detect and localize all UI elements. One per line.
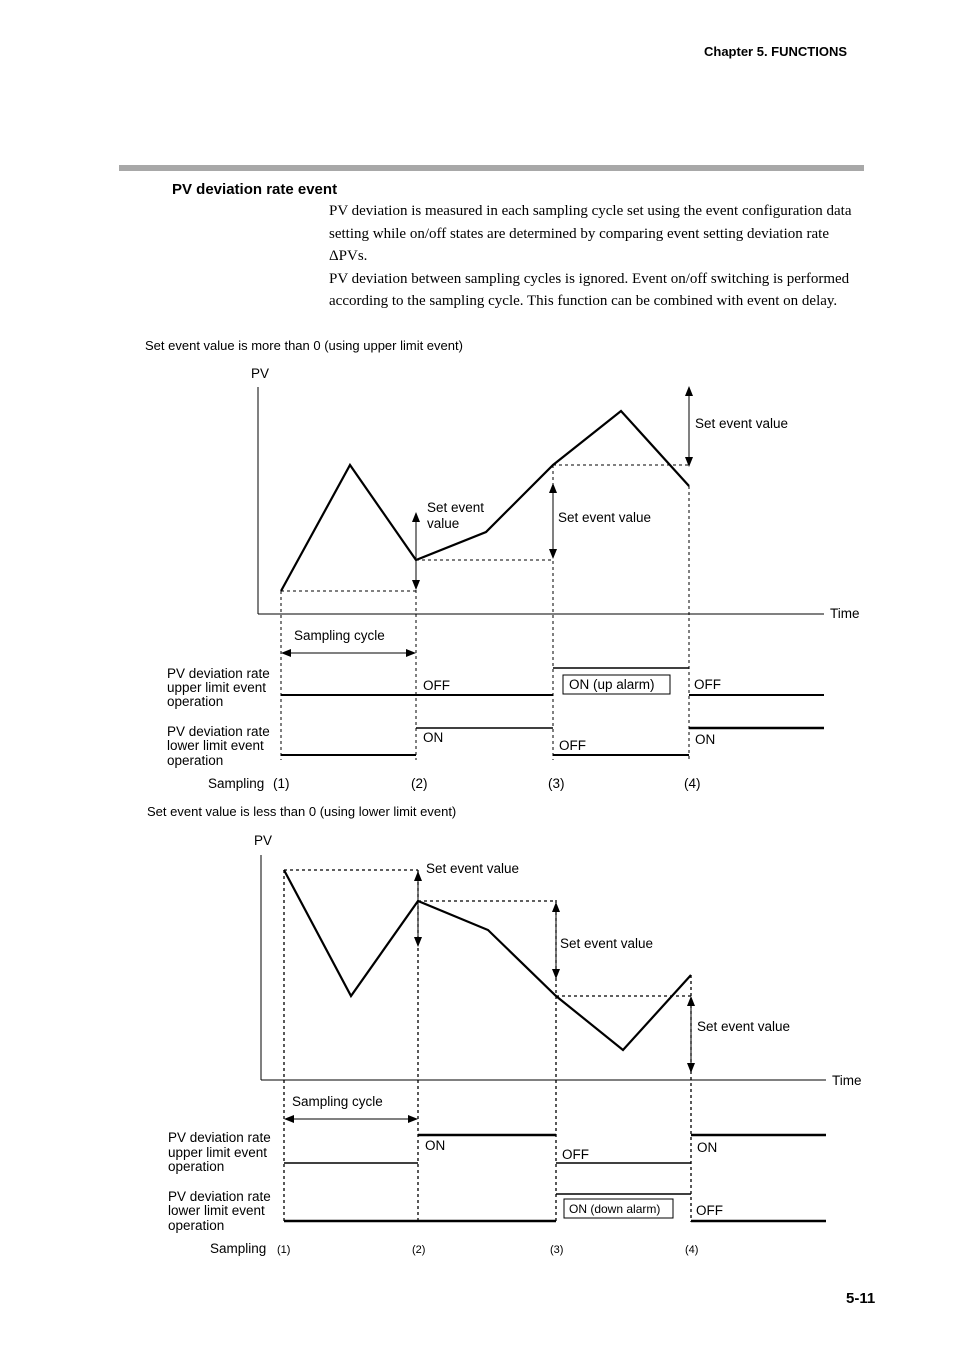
lower-row2-label-a: PV deviation rate bbox=[168, 1189, 271, 1204]
lower-pv-curve bbox=[284, 870, 691, 1050]
lower-sampling-1: (1) bbox=[277, 1244, 291, 1256]
lower-lower-state-off: OFF bbox=[696, 1203, 723, 1218]
lower-lower-limit-signal bbox=[284, 1194, 826, 1221]
upper-sampling-cycle-label: Sampling cycle bbox=[294, 628, 385, 643]
upper-sampling-2: (2) bbox=[411, 776, 428, 791]
lower-row2-label-c: operation bbox=[168, 1218, 225, 1233]
upper-row2-label-c: operation bbox=[167, 753, 224, 768]
lower-set-event-label-2: Set event value bbox=[426, 861, 520, 876]
lower-pv-label: PV bbox=[254, 833, 273, 848]
upper-sampling-3: (3) bbox=[548, 776, 565, 791]
upper-set-event-label-2a: Set event bbox=[427, 500, 485, 515]
section-title: PV deviation rate event bbox=[172, 181, 338, 198]
lower-sampling-4: (4) bbox=[685, 1244, 699, 1256]
lower-upper-state-on-2: ON bbox=[697, 1140, 718, 1155]
body-paragraph-2: PV deviation between sampling cycles is ignored. Event on/off switching is performed according to the sampling cycle. This function can be combined with event on delay. bbox=[329, 270, 850, 309]
upper-row1-label-c: operation bbox=[167, 694, 224, 709]
lower-row1-label-a: PV deviation rate bbox=[168, 1130, 271, 1145]
upper-row1-label-b: upper limit event bbox=[167, 680, 267, 695]
lower-sampling-2: (2) bbox=[412, 1244, 426, 1256]
lower-row1-label-c: operation bbox=[168, 1159, 225, 1174]
lower-set-event-label-3: Set event value bbox=[560, 936, 654, 951]
upper-row2-label-a: PV deviation rate bbox=[167, 724, 270, 739]
upper-lower-state-off: OFF bbox=[559, 738, 586, 753]
upper-lower-state-on-1: ON bbox=[423, 730, 444, 745]
upper-state-off-1: OFF bbox=[423, 678, 450, 693]
upper-state-off-2: OFF bbox=[694, 677, 721, 692]
lower-diagram-caption: Set event value is less than 0 (using lower limit event) bbox=[147, 804, 457, 819]
upper-set-event-label-3: Set event value bbox=[558, 510, 652, 525]
lower-sampling-cycle-label: Sampling cycle bbox=[292, 1094, 383, 1109]
lower-row2-label-b: lower limit event bbox=[168, 1203, 265, 1218]
page-number: 5-11 bbox=[846, 1290, 876, 1307]
upper-set-event-label-4: Set event value bbox=[695, 416, 789, 431]
lower-state-on-down-alarm: ON (down alarm) bbox=[569, 1202, 661, 1216]
upper-time-label: Time bbox=[830, 606, 860, 621]
lower-sampling-3: (3) bbox=[550, 1244, 564, 1256]
upper-diagram-caption: Set event value is more than 0 (using upper limit event) bbox=[145, 338, 463, 353]
upper-lower-state-on-2: ON bbox=[695, 732, 716, 747]
upper-pv-curve bbox=[281, 411, 689, 591]
lower-upper-state-off: OFF bbox=[562, 1147, 589, 1162]
upper-sampling-4: (4) bbox=[684, 776, 701, 791]
upper-row2-label-b: lower limit event bbox=[167, 738, 264, 753]
lower-set-event-label-4: Set event value bbox=[697, 1019, 791, 1034]
upper-diagram bbox=[167, 366, 860, 791]
upper-pv-label: PV bbox=[251, 366, 270, 381]
lower-sampling-lines bbox=[284, 870, 691, 1222]
lower-upper-limit-signal bbox=[284, 1135, 826, 1163]
lower-diagram bbox=[168, 833, 862, 1256]
upper-row1-label-a: PV deviation rate bbox=[167, 666, 270, 681]
upper-state-on-up-alarm: ON (up alarm) bbox=[569, 677, 655, 692]
upper-sampling-label: Sampling bbox=[208, 776, 265, 791]
lower-sampling-label: Sampling bbox=[210, 1241, 267, 1256]
lower-time-label: Time bbox=[832, 1073, 862, 1088]
body-paragraph-1: PV deviation is measured in each sampling cycle set using the event configuration data setting while on/off states are determined by comparing event setting deviation rate ΔPVs. bbox=[329, 203, 852, 264]
upper-sampling-1: (1) bbox=[273, 776, 290, 791]
upper-set-event-label-2b: value bbox=[427, 516, 460, 531]
lower-row1-label-b: upper limit event bbox=[168, 1145, 268, 1160]
chapter-header: Chapter 5. FUNCTIONS bbox=[704, 44, 848, 59]
lower-upper-state-on-1: ON bbox=[425, 1138, 446, 1153]
